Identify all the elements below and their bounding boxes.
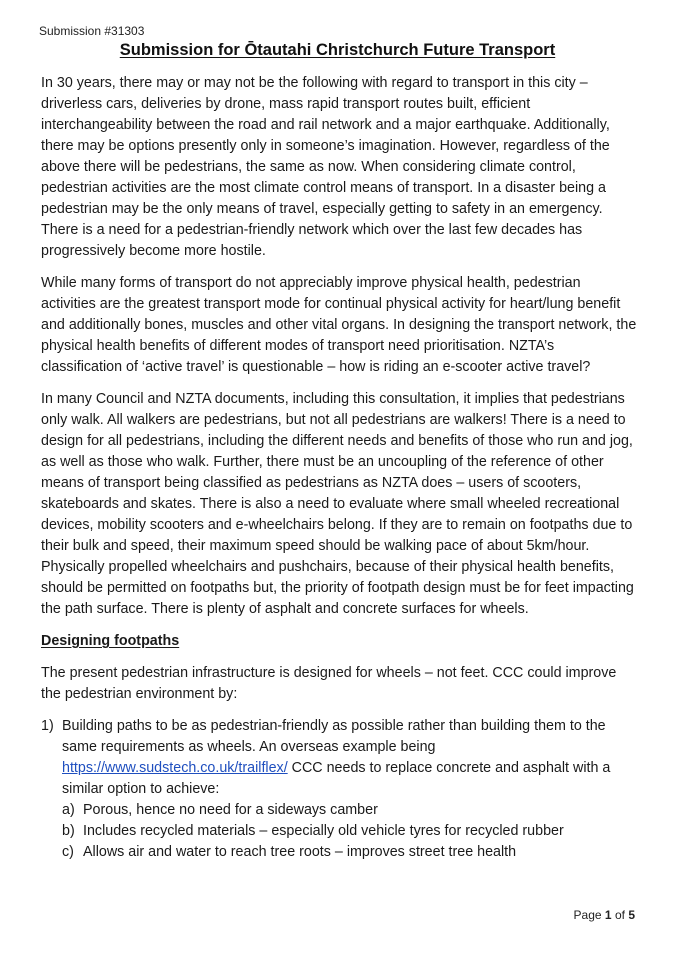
sub-item-letter: b) xyxy=(62,823,75,839)
page-number xyxy=(574,908,635,922)
trailflex-link[interactable]: https://www.sudstech.co.uk/trailflex/ xyxy=(62,760,288,776)
page-total: 5 xyxy=(628,908,635,922)
sub-item-text: Porous, hence no need for a sideways camber xyxy=(83,802,378,818)
page-current: 1 xyxy=(604,908,612,922)
sub-item-letter: a) xyxy=(62,802,75,818)
section-intro: The present pedestrian infrastructure is designed for wheels – not feet. CCC could improve the pedestrian environment by: xyxy=(41,665,617,702)
paragraph-health: While many forms of transport do not appreciably improve physical health, pedestrian activities are the greatest transport mode for continual physical activity for heart/lung benefit and additionally bones, muscles and other vital organs. In designing the transport network, the physical health benefits of different modes of transport need prioritisation. NZTA’s classification of ‘active travel’ is questionable – how is riding an e-scooter active travel? xyxy=(41,275,637,375)
sub-item-text: Allows air and water to reach tree roots – improves street tree health xyxy=(83,844,517,860)
item-text: Building paths to be as pedestrian-friendly as possible rather than building them to the same requirements as wheels. An overseas example being xyxy=(62,718,606,755)
paragraph-pedestrians: In many Council and NZTA documents, including this consultation, it implies that pedestrians only walk. All walkers are pedestrians, but not all pedestrians are walkers! There is a need to design for all pedestrians, including the different needs and benefits of those who run and jog, as well as those who walk. Further, there must be an uncoupling of the reference of other means of transport being classified as pedestrians as NZTA does – users of scooters, skateboards and skates. There is also a need to evaluate where small wheeled recreational devices, mobility scooters and e-wheelchairs belong. If they are to remain on footpaths due to their bulk and speed, their maximum speed should be walking pace of about 5km/hour. Physically propelled wheelchairs and pushchairs, because of their physical health benefits, should be permitted on footpaths but, the priority of footpath design must be for feet impacting the path surface. There is plenty of asphalt and concrete surfaces for wheels. xyxy=(41,391,634,617)
document-body xyxy=(41,73,639,863)
list-item xyxy=(62,842,639,863)
of-word: of xyxy=(614,908,625,922)
paragraph-intro: In 30 years, there may or may not be the following with regard to transport in this city – driverless cars, deliveries by drone, mass rapid transport routes built, efficient interchangeability between the road and rail network and a major earthquake. Additionally, there may be options presently only in someone’s imagination. However, regardless of the above there will be pedestrians, the same as now. When considering climate control, pedestrian activities are the most climate control means of transport. In a disaster being a pedestrian may be the only means of travel, especially getting to safety in an emergency. There is a need for a pedestrian-friendly network which over the last few decades has progressively become more hostile. xyxy=(41,75,610,259)
item-text-continued: CCC needs to replace concrete and asphalt with a similar option to achieve: xyxy=(62,760,611,797)
item-number: 1) xyxy=(41,718,54,734)
list-item xyxy=(62,800,639,821)
sub-list xyxy=(62,800,639,863)
section-heading: Designing footpaths xyxy=(41,633,180,649)
list-item xyxy=(62,821,639,842)
numbered-item-1 xyxy=(41,716,639,863)
page-word: Page xyxy=(573,908,602,922)
document-title: Submission for Ōtautahi Christchurch Future Transport xyxy=(119,41,556,59)
sub-item-text: Includes recycled materials – especially old vehicle tyres for recycled rubber xyxy=(83,823,564,839)
submission-id: Submission #31303 xyxy=(39,24,145,38)
sub-item-letter: c) xyxy=(62,844,74,860)
